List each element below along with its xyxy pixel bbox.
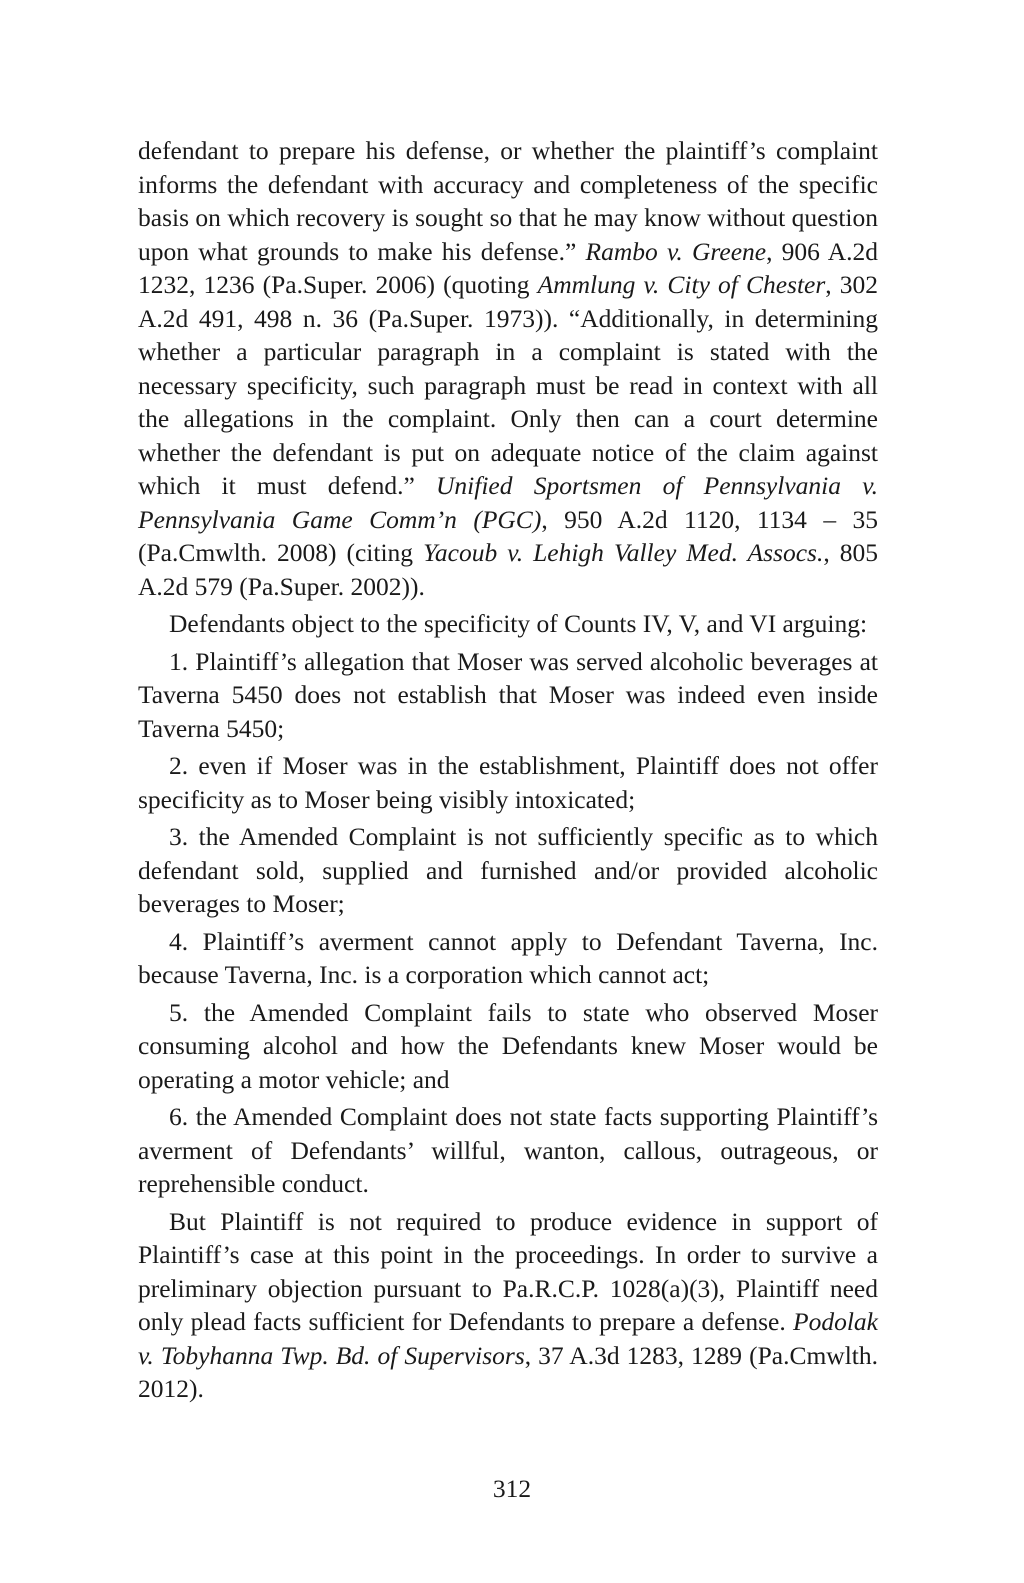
text-run: defendant to prepare his defense, or whether the plaintiff’s complaint informs the defendant with accuracy and completeness of the specific basis on which recovery is sought so that he may know without question upon what grounds to make his defense.” bbox=[138, 136, 878, 266]
case-citation: Unified Sportsmen of Pennsylvania v. Pennsylvania Game Comm’n (PGC) bbox=[138, 471, 878, 534]
page-number: 312 bbox=[492, 1474, 532, 1503]
text-run: , 906 A.2d 1232, 1236 (Pa.Super. 2006) (quoting bbox=[138, 236, 878, 299]
case-citation: Yacoub v. Lehigh Valley Med. Assocs. bbox=[423, 538, 824, 567]
paragraph-continued bbox=[138, 134, 878, 603]
case-citation: Ammlung v. City of Chester bbox=[537, 270, 826, 299]
text-run: But Plaintiff is not required to produce evidence in support of Plaintiff’s case at this point in the proceedings. In order to survive a preliminary objection pursuant to Pa.R.C.P. 1028(a)(3), Plaintiff need only plead facts sufficient for Defendants to prepare a defense. bbox=[138, 1206, 878, 1336]
objection-item: 3. the Amended Complaint is not sufficiently specific as to which defendant sold, supplied and furnished and/or provided alcoholic beverages to Moser; bbox=[138, 822, 878, 918]
objection-item: 5. the Amended Complaint fails to state who observed Moser consuming alcohol and how the Defendants knew Moser would be operating a motor vehicle; and bbox=[138, 997, 878, 1094]
text-run: , 805 A.2d 579 (Pa.Super. 2002)). bbox=[138, 538, 878, 601]
page-body bbox=[138, 134, 878, 1406]
text-run: , 37 A.3d 1283, 1289 (Pa.Cmwlth. 2012). bbox=[138, 1340, 878, 1403]
objection-item: 4. Plaintiff’s averment cannot apply to Defendant Taverna, Inc. because Taverna, Inc. is a corporation which cannot act; bbox=[138, 926, 878, 989]
objection-item: 2. even if Moser was in the establishment, Plaintiff does not offer specificity as to Moser being visibly intoxicated; bbox=[138, 751, 878, 814]
case-citation: Podolak v. Tobyhanna Twp. Bd. of Supervisors bbox=[138, 1307, 878, 1370]
paragraph-objections-intro: Defendants object to the specificity of Counts IV, V, and VI arguing: bbox=[169, 609, 868, 638]
objection-item: 6. the Amended Complaint does not state facts supporting Plaintiff’s averment of Defendants’ willful, wanton, callous, outrageous, or reprehensible conduct. bbox=[138, 1102, 878, 1198]
text-run: , 302 A.2d 491, 498 n. 36 (Pa.Super. 1973)). “Additionally, in determining whether a particular paragraph in a complaint is stated with the necessary specificity, such paragraph must be read in context with all the allegations in the complaint. Only then can a court determine whether the defendant is put on adequate notice of the claim against which it must defend.” bbox=[138, 270, 878, 500]
text-run: , 950 A.2d 1120, 1134 – 35 (Pa.Cmwlth. 2008) (citing bbox=[138, 504, 878, 567]
objection-item: 1. Plaintiff’s allegation that Moser was served alcoholic beverages at Taverna 5450 does not establish that Moser was indeed even inside Taverna 5450; bbox=[138, 646, 878, 743]
paragraph-conclusion bbox=[138, 1205, 878, 1406]
case-citation: Rambo v. Greene bbox=[585, 236, 767, 266]
